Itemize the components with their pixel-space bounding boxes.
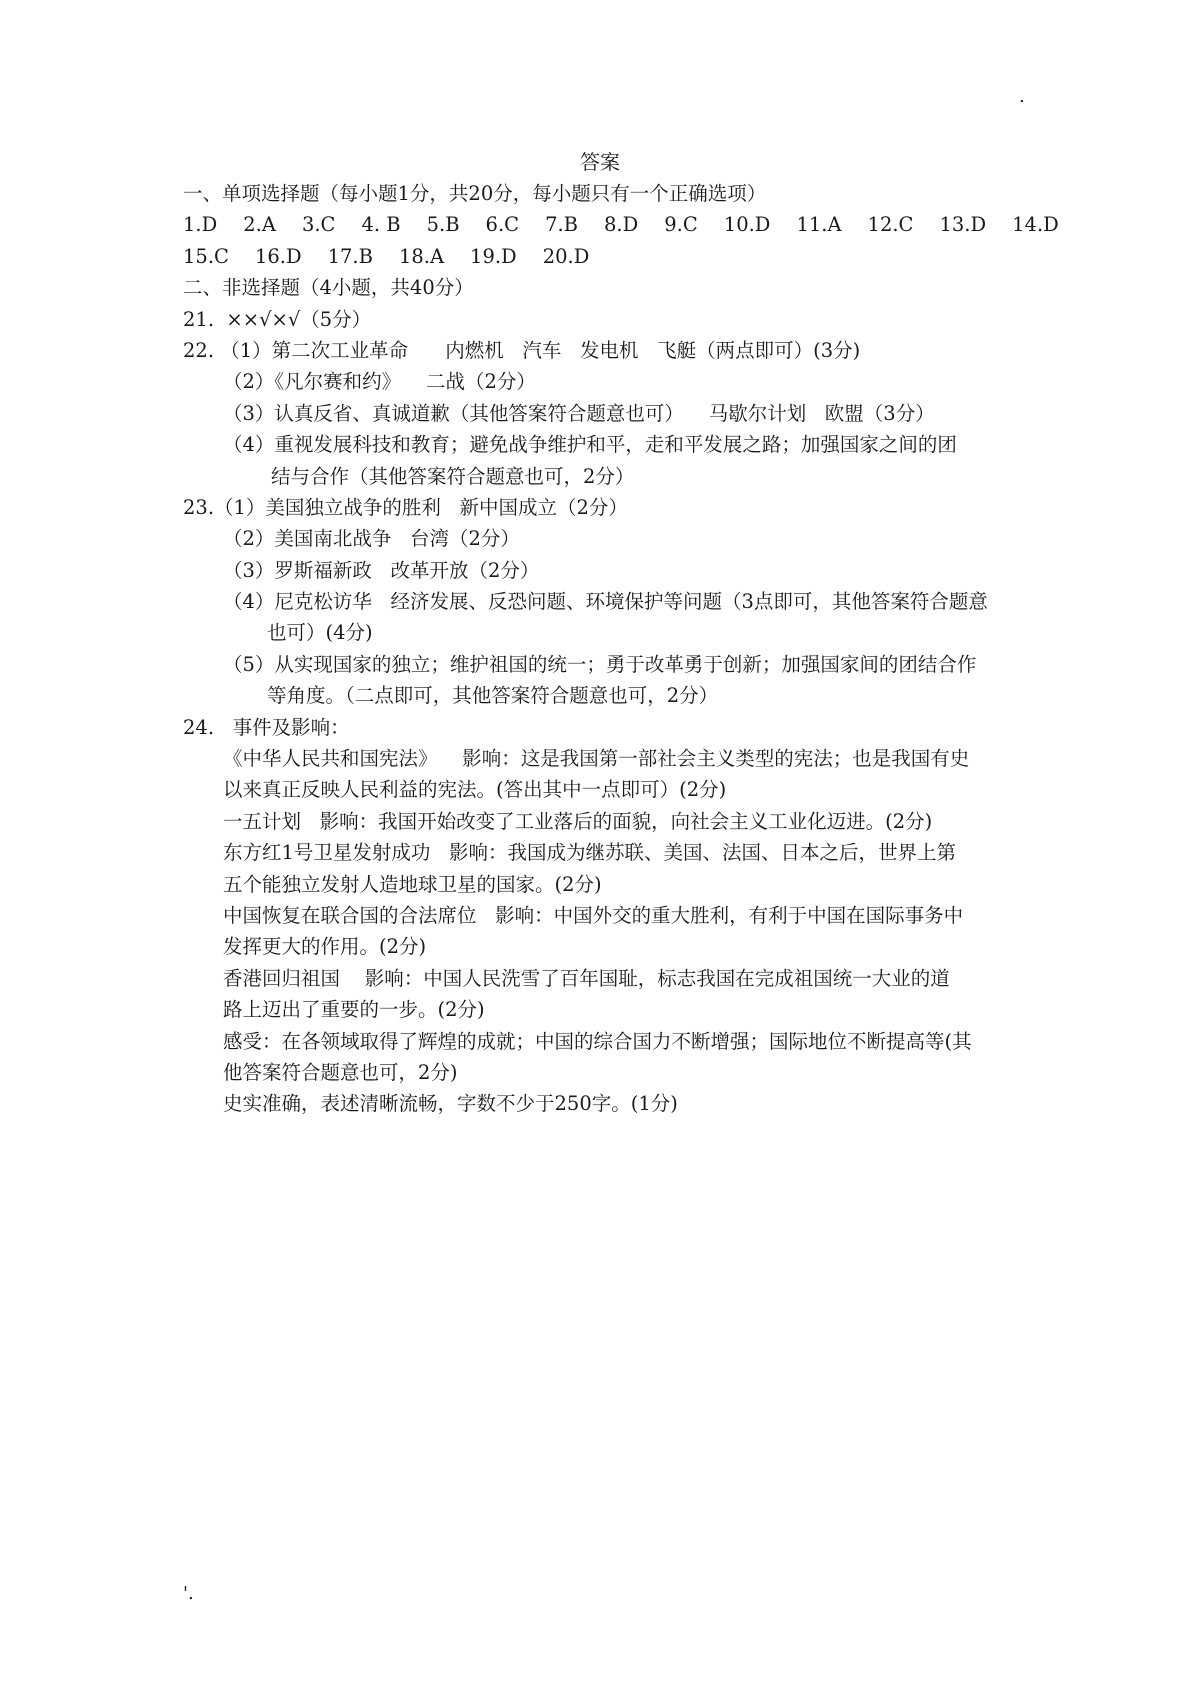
answer-item: 19.D xyxy=(470,244,517,268)
q24-line: 感受：在各领域取得了辉煌的成就；中国的综合国力不断增强；国际地位不断提高等(其 xyxy=(223,1029,972,1053)
answer-item: 5.B xyxy=(426,213,460,237)
answer-item: 20.D xyxy=(542,244,590,268)
section2-heading: 二、非选择题（4小题，共40分） xyxy=(183,276,474,300)
answer-content xyxy=(183,178,1059,1120)
q24-line: 他答案符合题意也可，2分) xyxy=(223,1060,458,1084)
answer-item: 4. B xyxy=(361,213,401,237)
answer-item: 16.D xyxy=(254,244,302,268)
answer-item: 18.A xyxy=(398,244,445,268)
q23-part5: （5）从实现国家的独立；维护祖国的统一；勇于改革勇于创新；加强国家间的团结合作 xyxy=(223,652,977,676)
q24-heading: 24. 事件及影响： xyxy=(183,715,350,739)
q21-answer: 21. ××√×√（5分） xyxy=(183,307,372,331)
answer-item: 17.B xyxy=(327,244,373,268)
q23-part3: （3）罗斯福新政 改革开放（2分） xyxy=(223,558,540,582)
q22-part4: （4）重视发展科技和教育；避免战争维护和平，走和平发展之路；加强国家之间的团 xyxy=(223,433,957,457)
q24-line: 《中华人民共和国宪法》 影响：这是我国第一部社会主义类型的宪法；也是我国有史 xyxy=(223,747,970,771)
answer-item: 8.D xyxy=(604,213,639,237)
answer-item: 7.B xyxy=(545,213,579,237)
answer-item: 12.C xyxy=(867,213,914,237)
q22-part1: 22. （1）第二次工业革命 内燃机 汽车 发电机 飞艇（两点即可）(3分) xyxy=(183,338,861,362)
q23-part1: 23.（1）美国独立战争的胜利 新中国成立（2分） xyxy=(183,495,628,519)
q22-part3: （3）认真反省、真诚道歉（其他答案符合题意也可） 马歇尔计划 欧盟（3分） xyxy=(223,401,935,425)
q23-part2: （2）美国南北战争 台湾（2分） xyxy=(223,527,520,551)
answer-item: 11.A xyxy=(796,213,842,237)
q24-line: 香港回归祖国 影响：中国人民洗雪了百年国耻，标志我国在完成祖国统一大业的道 xyxy=(223,966,950,990)
q23-part4: （4）尼克松访华 经济发展、反恐问题、环境保护等问题（3点即可，其他答案符合题意 xyxy=(223,590,988,614)
answer-item: 14.D xyxy=(1012,213,1059,237)
q23-part4-cont: 也可）(4分) xyxy=(267,621,373,645)
answer-item: 10.D xyxy=(723,213,771,237)
q23-part5-cont: 等角度。（二点即可，其他答案符合题意也可，2分） xyxy=(267,684,719,708)
answer-item: 3.C xyxy=(301,213,336,237)
answer-item: 13.D xyxy=(939,213,987,237)
answer-row-2 xyxy=(183,241,1023,272)
q24-line: 一五计划 影响：我国开始改变了工业落后的面貌，向社会主义工业化迈进。(2分) xyxy=(223,809,933,833)
q24-line: 五个能独立发射人造地球卫星的国家。(2分) xyxy=(223,872,602,896)
bottom-left-mark: '. xyxy=(183,1583,194,1604)
page-title: 答案 xyxy=(580,150,620,174)
answer-item: 6.C xyxy=(485,213,520,237)
q24-line: 中国恢复在联合国的合法席位 影响：中国外交的重大胜利，有利于中国在国际事务中 xyxy=(223,903,964,927)
answer-item: 1.D xyxy=(183,213,218,237)
q24-line: 发挥更大的作用。(2分) xyxy=(223,935,427,959)
q24-line: 以来真正反映人民利益的宪法。(答出其中一点即可）(2分) xyxy=(223,778,727,802)
answer-item: 15.C xyxy=(183,244,229,268)
q22-part4-cont: 结与合作（其他答案符合题意也可，2分） xyxy=(271,464,635,488)
top-right-mark: . xyxy=(1019,86,1025,107)
answer-row-1 xyxy=(183,209,1059,240)
answer-item: 2.A xyxy=(243,213,276,237)
section1-heading: 一、单项选择题（每小题1分，共20分，每小题只有一个正确选项） xyxy=(183,182,767,205)
q24-line: 史实准确，表述清晰流畅，字数不少于250字。(1分) xyxy=(223,1092,678,1116)
q24-line: 路上迈出了重要的一步。(2分) xyxy=(223,998,485,1022)
answer-item: 9.C xyxy=(664,213,698,237)
q24-line: 东方红1号卫星发射成功 影响：我国成为继苏联、美国、法国、日本之后，世界上第 xyxy=(223,841,957,865)
q22-part2: （2）《凡尔赛和约》 二战（2分） xyxy=(223,370,536,394)
